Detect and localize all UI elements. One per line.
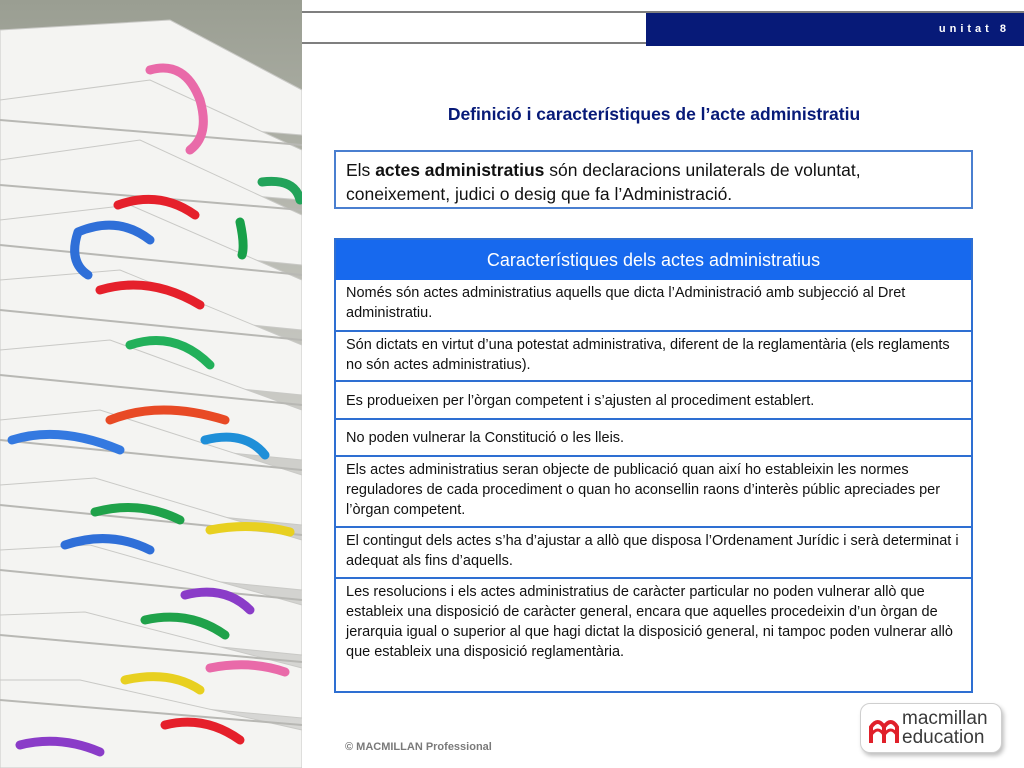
macmillan-logo: [860, 703, 1002, 753]
header-unit-bar: [646, 13, 1024, 46]
table-row: Es produeixen per l’òrgan competent i s’ajusten al procediment establert.: [336, 382, 971, 420]
definition-term: actes administratius: [375, 160, 545, 180]
unit-label: unitat 8: [938, 23, 1010, 35]
definition-post: són declaracions unilaterals de voluntat, coneixement, judici o desig que fa l’Administració.: [346, 160, 861, 204]
logo-wordmark: [902, 709, 988, 747]
slide-title: Definició i característiques de l’acte administratiu: [447, 104, 861, 124]
definition-box: [334, 150, 973, 209]
header-left-panel: [302, 13, 646, 44]
logo-line-2: education: [902, 727, 985, 748]
table-row: Els actes administratius seran objecte de publicació quan així ho estableixin les normes reguladores de cada procediment o quan ho aconsellin raons d’interès públic apreciades per l’òrgan competent.: [336, 457, 971, 528]
table-header: Característiques dels actes administratius: [336, 240, 971, 280]
copyright-text: © MACMILLAN Professional: [345, 741, 492, 753]
logo-line-1: macmillan: [902, 708, 988, 729]
table-row: El contingut dels actes s’ha d’ajustar a allò que disposa l’Ordenament Jurídic i serà determinat i adequat als fins d’aquells.: [336, 528, 971, 579]
definition-pre: Els: [346, 160, 376, 180]
table-row: Només són actes administratius aquells que dicta l’Administració amb subjecció al Dret administratiu.: [336, 280, 971, 332]
table-row: Són dictats en virtut d’una potestat administrativa, diferent de la reglamentària (els reglaments no són actes administratius).: [336, 332, 971, 382]
table-row: No poden vulnerar la Constitució o les lleis.: [336, 420, 971, 457]
table-row: Les resolucions i els actes administratius de caràcter particular no poden vulnerar allò que estableix una disposició de caràcter general, encara que aquelles procedeixin d’un òrgan de jerarquia igual o superior al que hagi dictat la disposició general, ni tampoc poden vulnerar allò que estableix una disposició reglamentària.: [336, 579, 971, 693]
files-photo: [0, 0, 302, 768]
characteristics-table: [334, 238, 973, 693]
macmillan-logo-icon: [869, 713, 899, 745]
